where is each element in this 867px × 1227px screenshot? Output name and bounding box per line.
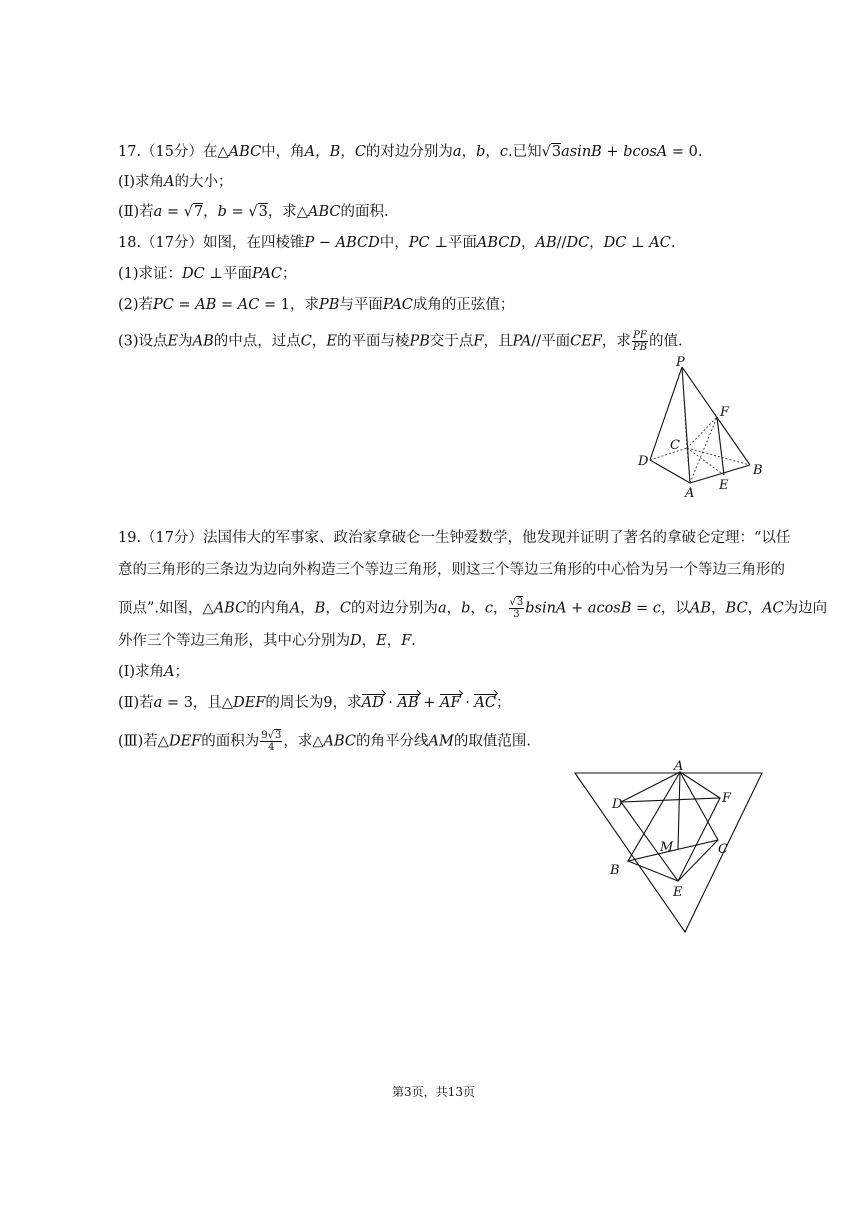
label-D: D: [638, 454, 649, 469]
q19-stem-line1: 19.（17分）法国伟大的军事家、政治家拿破仑一生钟爱数学，他发现并证明了著名的拿破仑定理：“以任: [118, 530, 791, 546]
q17-stem: 17.（15分）在△ABC中，角A，B，C的对边分别为a，b，c.已知√3asinB + bcosA = 0.: [118, 144, 703, 160]
q18-part1: (1)求证：DC ⊥平面PAC；: [118, 266, 297, 282]
page-footer: 第3页，共13页: [392, 1085, 475, 1099]
label-E: E: [673, 885, 683, 900]
label-F: F: [722, 791, 732, 806]
q19-part2: (Ⅱ)若a = 3，且△DEF的周长为9，求AD · AB + AF · AC；: [118, 695, 511, 711]
label-A: A: [674, 760, 684, 774]
q19-part3: (Ⅲ)若△DEF的面积为 $\frac{9√3}{4}$ ，求△ABC的角平分线AM的取值范围.: [118, 730, 531, 753]
q17-part1: (Ⅰ)求角A的大小；: [118, 174, 233, 190]
q18-stem: 18.（17分）如图，在四棱锥P − ABCD中，PC ⊥平面ABCD，AB//DC，DC ⊥ AC.: [118, 235, 676, 251]
q19-part1: (Ⅰ)求角A；: [118, 664, 190, 680]
label-F: F: [720, 405, 730, 420]
label-P: P: [676, 355, 685, 370]
label-E: E: [719, 478, 729, 493]
label-C: C: [670, 438, 680, 453]
label-D: D: [612, 797, 623, 812]
label-A: A: [685, 486, 695, 501]
label-M: M: [660, 840, 674, 855]
label-B: B: [610, 863, 620, 878]
q19-stem-line2: 意的三角形的三条边为边向外构造三个等边三角形，则这三个等边三角形的中心恰为另一个等边三角形的: [118, 562, 785, 578]
label-B: B: [753, 463, 763, 478]
q19-stem-line4: 外作三个等边三角形，其中心分别为D，E，F.: [118, 633, 416, 649]
q17-part2: (Ⅱ)若a = √7，b = √3，求△ABC的面积.: [118, 204, 389, 220]
q18-pyramid-figure: [630, 355, 770, 505]
q18-part2: (2)若PC = AB = AC = 1，求PB与平面PAC成角的正弦值；: [118, 297, 515, 313]
q19-napoleon-figure: [570, 760, 770, 940]
q19-stem-line3: 顶点”.如图，△ABC的内角A，B，C的对边分别为a，b，c， $\frac{√3}{3}$ bsinA + acosB = c，以AB，BC，AC为边向: [118, 597, 828, 620]
label-C: C: [718, 842, 728, 857]
q18-part3: (3)设点E为AB的中点，过点C，E的平面与棱PB交于点F，且PA//平面CEF，求 $\frac{PF}{PB}$ 的值.: [118, 330, 683, 353]
